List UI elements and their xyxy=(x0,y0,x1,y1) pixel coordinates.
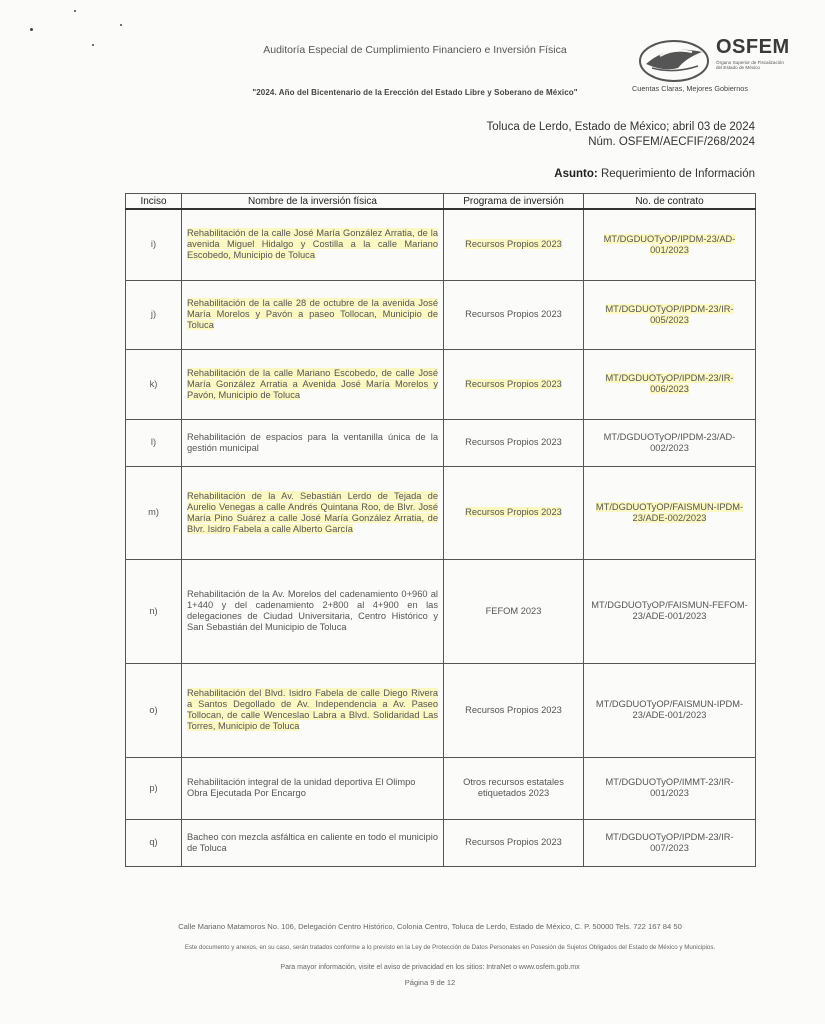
contract-text: MT/DGDUOTyOP/FAISMUN-FEFOM-23/ADE-001/2023 xyxy=(591,600,748,621)
scan-speck xyxy=(92,44,94,46)
program-cell xyxy=(444,559,584,663)
name-text: Rehabilitación de la calle Mariano Escobedo, de calle José María González Arratia a Avenida José María Morelos y Pavón, Municipio de Toluca xyxy=(187,367,438,400)
program-text: Recursos Propios 2023 xyxy=(465,239,562,250)
contract-cell xyxy=(584,559,756,663)
name-cell xyxy=(182,559,444,663)
table-header-row xyxy=(126,194,756,210)
contract-cell xyxy=(584,757,756,819)
name-text: Rehabilitación de la Av. Morelos del cadenamiento 0+960 al 1+440 y del cadenamiento 2+800 al 4+900 en las delegaciones de Ciudad Universitaria, Centro Histórico y San Sebastián del Municipio de Toluca xyxy=(187,589,438,632)
contract-text: MT/DGDUOTyOP/IPDM-23/IR-005/2023 xyxy=(605,303,734,325)
program-text: Recursos Propios 2023 xyxy=(465,378,562,389)
program-text: Recursos Propios 2023 xyxy=(465,309,562,319)
contract-text: MT/DGDUOTyOP/IPDM-23/IR-007/2023 xyxy=(605,831,734,853)
program-text: Otros recursos estatales etiquetados 2023 xyxy=(463,777,564,798)
contract-cell xyxy=(584,419,756,466)
contract-cell xyxy=(584,280,756,349)
program-cell xyxy=(444,466,584,559)
name-cell xyxy=(182,209,444,280)
page-number: Página 9 de 12 xyxy=(404,978,456,987)
name-text: Rehabilitación integral de la unidad deportiva El Olimpo Obra Ejecutada Por Encargo xyxy=(187,777,416,798)
inciso-cell: i) xyxy=(126,209,182,280)
contract-cell xyxy=(584,349,756,419)
name-text: Rehabilitación de espacios para la ventanilla única de la gestión municipal xyxy=(187,431,438,453)
program-text: Recursos Propios 2023 xyxy=(465,704,562,715)
table-row xyxy=(126,757,756,819)
table-row xyxy=(126,349,756,419)
contract-text: MT/DGDUOTyOP/IMMT-23/IR-001/2023 xyxy=(605,777,734,798)
place-date: Toluca de Lerdo, Estado de México; abril 03 de 2024 xyxy=(486,121,755,133)
logo-name: OSFEM xyxy=(716,36,790,58)
program-text: Recursos Propios 2023 xyxy=(465,837,562,847)
table-row xyxy=(126,663,756,757)
table-row xyxy=(126,209,756,280)
footer-privacy: Este documento y anexos, en su caso, serán tratados conforme a lo previsto en la Ley de Protección de Datos Personales en Posesión de Sujetos Obligados del Estado de México y Municipios. xyxy=(184,944,716,951)
inciso-cell: p) xyxy=(126,757,182,819)
name-cell xyxy=(182,466,444,559)
header-inciso: Inciso xyxy=(126,194,182,210)
contract-cell xyxy=(584,819,756,866)
program-cell xyxy=(444,819,584,866)
inciso-cell: l) xyxy=(126,419,182,466)
office-number: Núm. OSFEM/AECFIF/268/2024 xyxy=(588,136,755,148)
program-cell xyxy=(444,663,584,757)
subject-label: Asunto: xyxy=(554,168,598,180)
name-cell xyxy=(182,280,444,349)
inciso-cell: j) xyxy=(126,280,182,349)
inciso-cell: k) xyxy=(126,349,182,419)
contract-cell xyxy=(584,466,756,559)
contract-cell xyxy=(584,209,756,280)
year-motto: "2024. Año del Bicentenario de la Erección del Estado Libre y Soberano de México" xyxy=(252,88,578,97)
name-cell xyxy=(182,349,444,419)
osfem-emblem-icon xyxy=(638,38,710,84)
program-text: Recursos Propios 2023 xyxy=(465,507,562,517)
name-cell xyxy=(182,757,444,819)
table-row xyxy=(126,819,756,866)
footer-address: Calle Mariano Matamoros No. 106, Delegación Centro Histórico, Colonia Centro, Toluca de Lerdo, Estado de México, C. P. 50000 Tels. 722 167 84 50 xyxy=(178,922,682,931)
scan-speck xyxy=(74,10,76,12)
inciso-cell: n) xyxy=(126,559,182,663)
contract-text: MT/DGDUOTyOP/IPDM-23/IR-006/2023 xyxy=(605,373,734,394)
subject-value: Requerimiento de Información xyxy=(600,168,755,180)
header-program: Programa de inversión xyxy=(444,194,584,210)
contract-text: MT/DGDUOTyOP/FAISMUN-IPDM-23/ADE-001/2023 xyxy=(595,699,744,720)
table-row xyxy=(126,466,756,559)
program-cell xyxy=(444,280,584,349)
program-cell xyxy=(444,349,584,419)
name-cell xyxy=(182,419,444,466)
name-text: Rehabilitación de la Av. Sebastián Lerdo de Tejada de Aurelio Venegas a calle Andrés Quintana Roo, de Blvr. José María Pino Suárez a calle José María González Arratia, de Blvr. Isidro Fabela a calle Alberto García xyxy=(187,490,438,534)
name-cell xyxy=(182,663,444,757)
investment-table xyxy=(125,193,756,867)
program-cell xyxy=(444,757,584,819)
contract-text: MT/DGDUOTyOP/FAISMUN-IPDM-23/ADE-002/2023 xyxy=(595,501,744,523)
inciso-cell: q) xyxy=(126,819,182,866)
footer-info: Para mayor información, visite el aviso de privacidad en los sitios: IntraNet o www.osfem.gob.mx xyxy=(280,964,580,971)
table-row xyxy=(126,559,756,663)
program-cell xyxy=(444,209,584,280)
scan-speck xyxy=(30,28,33,31)
name-text: Rehabilitación de la calle José María González Arratia, de la avenida Miguel Hidalgo y Costilla a la calle Mariano Escobedo, Municipio de Toluca xyxy=(187,228,438,261)
osfem-logo xyxy=(632,34,792,96)
program-text: Recursos Propios 2023 xyxy=(465,437,562,447)
logo-subtitle: Órgano Superior de Fiscalización del Estado de México xyxy=(716,60,784,70)
contract-text: MT/DGDUOTyOP/IPDM-23/AD-002/2023 xyxy=(603,431,736,453)
name-text: Bacheo con mezcla asfáltica en caliente en todo el municipio de Toluca xyxy=(187,831,438,853)
inciso-cell: m) xyxy=(126,466,182,559)
department-header: Auditoría Especial de Cumplimiento Financiero e Inversión Física xyxy=(263,44,567,56)
name-text: Rehabilitación del Blvd. Isidro Fabela de calle Diego Rivera a Santos Degollado de Av. Independencia a Av. Paseo Tollocan, de calle Wenceslao Labra a Blvd. Solidaridad Las Torres, Municipio de Toluca xyxy=(187,688,438,731)
header-name: Nombre de la inversión física xyxy=(182,194,444,210)
name-text: Rehabilitación de la calle 28 de octubre de la avenida José María Morelos y Pavón a paseo Tollocan, Municipio de Toluca xyxy=(187,298,438,330)
table-row xyxy=(126,280,756,349)
program-text: FEFOM 2023 xyxy=(485,605,542,616)
contract-cell xyxy=(584,663,756,757)
table-row xyxy=(126,419,756,466)
contract-text: MT/DGDUOTyOP/IPDM-23/AD-001/2023 xyxy=(603,233,736,255)
name-cell xyxy=(182,819,444,866)
logo-slogan: Cuentas Claras, Mejores Gobiernos xyxy=(632,84,748,93)
subject-line xyxy=(554,168,755,180)
program-cell xyxy=(444,419,584,466)
inciso-cell: o) xyxy=(126,663,182,757)
header-contract: No. de contrato xyxy=(584,194,756,210)
scan-speck xyxy=(120,24,122,26)
